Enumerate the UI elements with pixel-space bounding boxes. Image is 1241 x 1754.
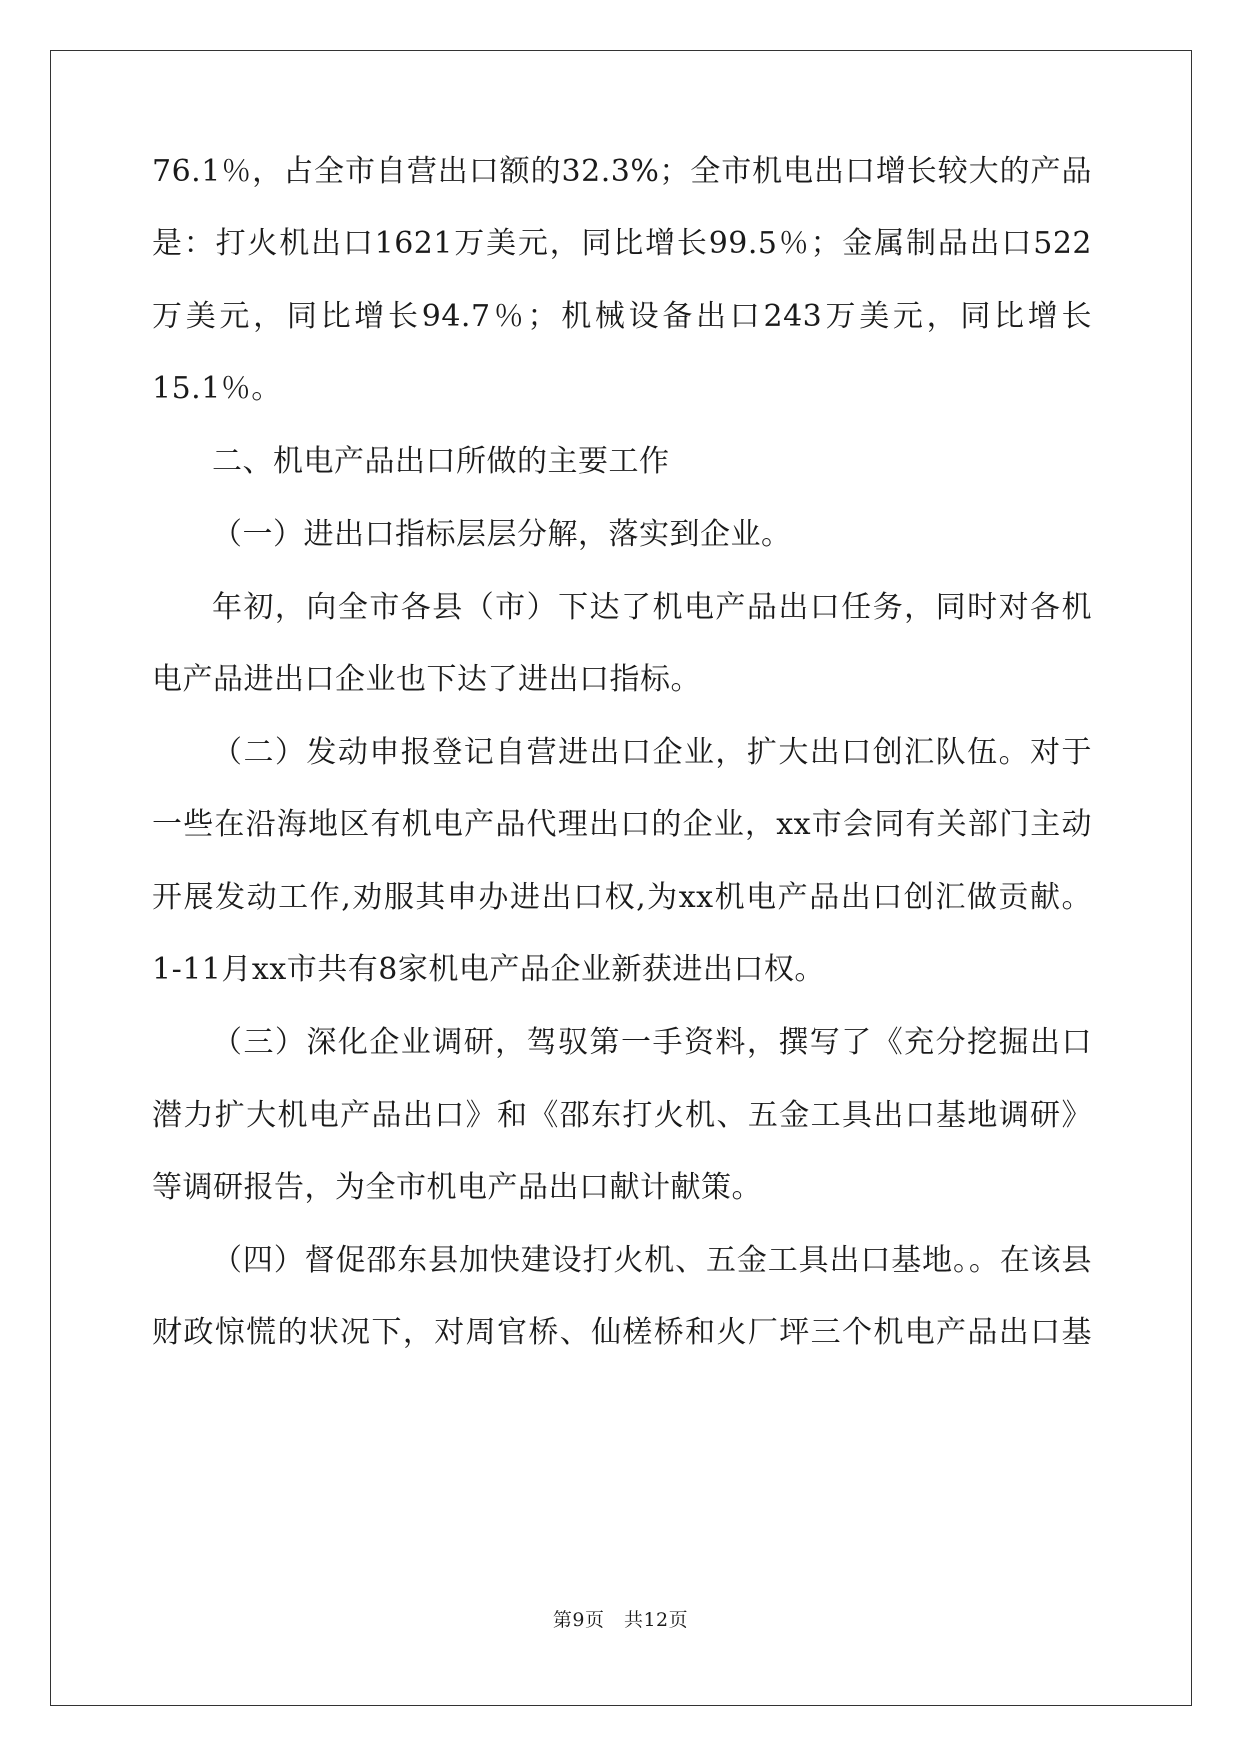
page-number-footer: 第9页 共12页	[552, 1609, 689, 1631]
text-line: 等调研报告，为全市机电产品出口献计献策。	[152, 1170, 762, 1205]
text-line: （三）深化企业调研，驾驭第一手资料，撰写了《充分挖掘出口	[212, 1025, 1092, 1060]
text-line: （二）发动申报登记自营进出口企业，扩大出口创汇队伍。对于	[212, 735, 1092, 770]
text-line: 76.1％，占全市自营出口额的32.3%；全市机电出口增长较大的产品	[152, 154, 1092, 189]
section-heading: 二、机电产品出口所做的主要工作	[212, 444, 670, 479]
subsection-heading: （一）进出口指标层层分解，落实到企业。	[212, 517, 792, 552]
text-line: 15.1％。	[152, 371, 282, 406]
text-line: 1-11月xx市共有8家机电产品企业新获进出口权。	[152, 952, 825, 987]
text-line: 一些在沿海地区有机电产品代理出口的企业，xx市会同有关部门主动	[152, 807, 1092, 842]
text-line: 是：打火机出口1621万美元，同比增长99.5％；金属制品出口522	[152, 226, 1092, 261]
text-line: 潜力扩大机电产品出口》和《邵东打火机、五金工具出口基地调研》	[152, 1098, 1092, 1133]
text-line: 开展发动工作,劝服其申办进出口权,为xx机电产品出口创汇做贡献。	[152, 880, 1092, 915]
text-line: 年初，向全市各县（市）下达了机电产品出口任务，同时对各机	[212, 590, 1092, 625]
text-line: （四）督促邵东县加快建设打火机、五金工具出口基地。。在该县	[212, 1243, 1092, 1278]
text-line: 财政惊慌的状况下，对周官桥、仙槎桥和火厂坪三个机电产品出口基	[152, 1315, 1092, 1350]
text-line: 万美元，同比增长94.7％；机械设备出口243万美元，同比增长	[152, 299, 1092, 334]
text-line: 电产品进出口企业也下达了进出口指标。	[152, 662, 701, 697]
